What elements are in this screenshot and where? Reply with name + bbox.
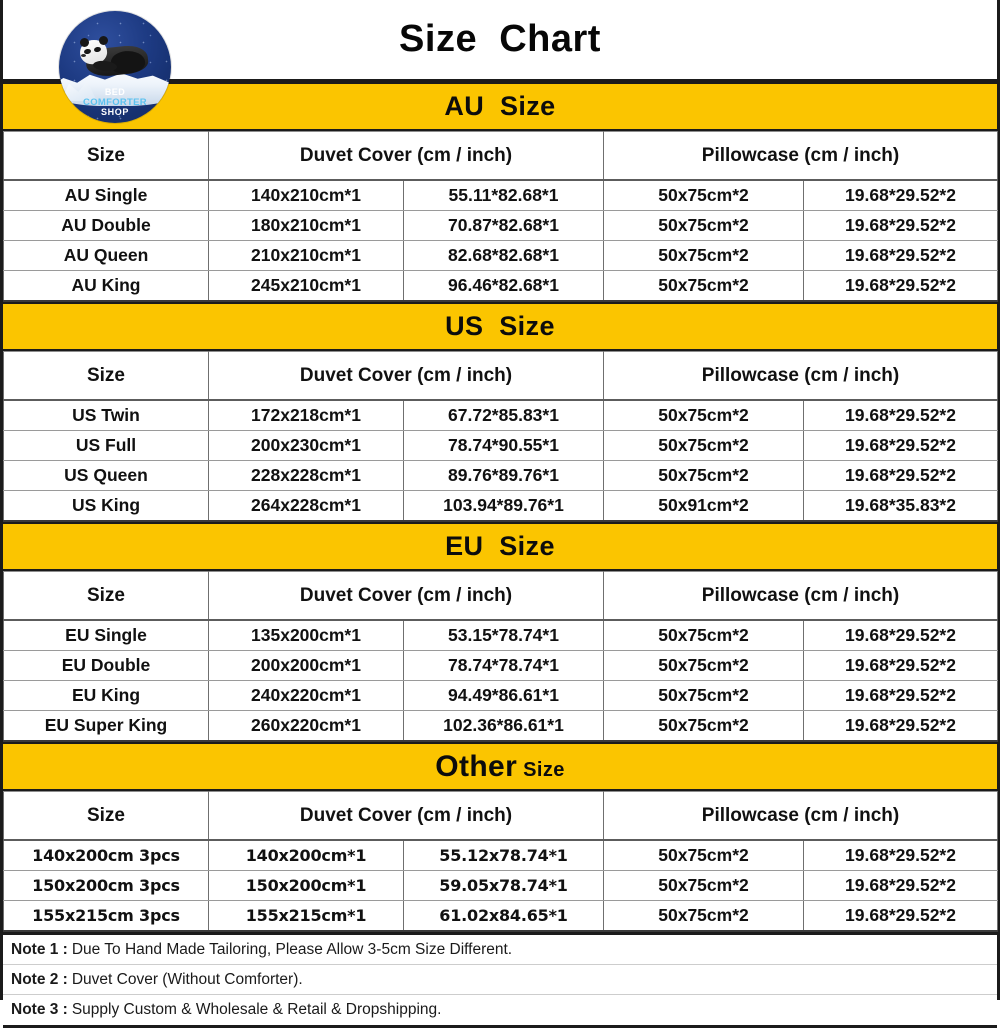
cell-duvet-cm: 172x218cm*1 xyxy=(209,400,404,431)
cell-size: 155x215cm 3pcs xyxy=(4,901,209,932)
table-row xyxy=(4,400,998,431)
cell-pillow-cm: 50x75cm*2 xyxy=(604,180,804,211)
table-row xyxy=(4,711,998,742)
table-row xyxy=(4,840,998,871)
section-us xyxy=(3,302,997,522)
note-label: Note 1 : xyxy=(11,940,68,958)
cell-duvet-cm: 264x228cm*1 xyxy=(209,491,404,522)
cell-pillow-cm: 50x75cm*2 xyxy=(604,871,804,901)
cell-size: AU Double xyxy=(4,211,209,241)
cell-duvet-inch: 70.87*82.68*1 xyxy=(404,211,604,241)
cell-pillow-cm: 50x75cm*2 xyxy=(604,901,804,932)
section-title-other xyxy=(435,750,565,784)
cell-size: 150x200cm 3pcs xyxy=(4,871,209,901)
cell-pillow-inch: 19.68*29.52*2 xyxy=(804,681,998,711)
table-row xyxy=(4,901,998,932)
column-header-size: Size xyxy=(4,352,209,401)
cell-pillow-inch: 19.68*29.52*2 xyxy=(804,840,998,871)
section-band-us xyxy=(3,302,997,351)
notes-block xyxy=(3,932,997,1028)
cell-size: AU Single xyxy=(4,180,209,211)
cell-duvet-inch: 55.11*82.68*1 xyxy=(404,180,604,211)
cell-pillow-inch: 19.68*29.52*2 xyxy=(804,711,998,742)
cell-pillow-cm: 50x75cm*2 xyxy=(604,620,804,651)
cell-size: 140x200cm 3pcs xyxy=(4,840,209,871)
column-header-size: Size xyxy=(4,792,209,841)
table-row xyxy=(4,491,998,522)
column-header-duvet: Duvet Cover (cm / inch) xyxy=(209,352,604,401)
note-row xyxy=(3,935,997,965)
cell-duvet-cm: 140x210cm*1 xyxy=(209,180,404,211)
column-header-pillowcase: Pillowcase (cm / inch) xyxy=(604,132,998,181)
cell-duvet-cm: 150x200cm*1 xyxy=(209,871,404,901)
cell-duvet-cm: 210x210cm*1 xyxy=(209,241,404,271)
table-row xyxy=(4,681,998,711)
cell-pillow-inch: 19.68*29.52*2 xyxy=(804,271,998,302)
table-row xyxy=(4,651,998,681)
cell-duvet-inch: 61.02x84.65*1 xyxy=(404,901,604,932)
cell-size: EU Single xyxy=(4,620,209,651)
column-header-pillowcase: Pillowcase (cm / inch) xyxy=(604,572,998,621)
column-header-size: Size xyxy=(4,132,209,181)
cell-pillow-inch: 19.68*29.52*2 xyxy=(804,620,998,651)
note-text: Due To Hand Made Tailoring, Please Allow 3-5cm Size Different. xyxy=(71,940,513,958)
cell-duvet-cm: 155x215cm*1 xyxy=(209,901,404,932)
cell-duvet-cm: 260x220cm*1 xyxy=(209,711,404,742)
cell-duvet-cm: 200x200cm*1 xyxy=(209,651,404,681)
cell-pillow-cm: 50x75cm*2 xyxy=(604,431,804,461)
cell-pillow-inch: 19.68*29.52*2 xyxy=(804,651,998,681)
cell-pillow-cm: 50x91cm*2 xyxy=(604,491,804,522)
cell-duvet-inch: 89.76*89.76*1 xyxy=(404,461,604,491)
cell-pillow-cm: 50x75cm*2 xyxy=(604,241,804,271)
section-eu xyxy=(3,522,997,742)
panda-ear-right xyxy=(99,36,108,45)
column-header-duvet: Duvet Cover (cm / inch) xyxy=(209,792,604,841)
cell-pillow-inch: 19.68*29.52*2 xyxy=(804,901,998,932)
table-row xyxy=(4,871,998,901)
panda-nose xyxy=(81,54,86,57)
logo-line-bed: BED xyxy=(104,87,126,98)
cell-duvet-cm: 240x220cm*1 xyxy=(209,681,404,711)
cell-duvet-inch: 103.94*89.76*1 xyxy=(404,491,604,522)
cell-duvet-cm: 228x228cm*1 xyxy=(209,461,404,491)
cell-duvet-inch: 53.15*78.74*1 xyxy=(404,620,604,651)
table-header-row xyxy=(4,132,998,181)
cell-pillow-cm: 50x75cm*2 xyxy=(604,711,804,742)
section-title-other-small: Size xyxy=(517,758,565,781)
section-band-eu xyxy=(3,522,997,571)
page-title: Size Chart xyxy=(399,18,601,60)
cell-pillow-cm: 50x75cm*2 xyxy=(604,400,804,431)
note-text: Duvet Cover (Without Comforter). xyxy=(71,970,303,988)
cell-duvet-inch: 96.46*82.68*1 xyxy=(404,271,604,302)
size-table-us xyxy=(3,351,998,522)
cell-duvet-inch: 59.05x78.74*1 xyxy=(404,871,604,901)
note-label: Note 3 : xyxy=(11,1001,68,1018)
size-table-other xyxy=(3,791,998,932)
column-header-pillowcase: Pillowcase (cm / inch) xyxy=(604,352,998,401)
cell-duvet-inch: 102.36*86.61*1 xyxy=(404,711,604,742)
cell-duvet-cm: 135x200cm*1 xyxy=(209,620,404,651)
section-title-other-big: Other xyxy=(435,749,518,783)
section-title-au: AU Size xyxy=(444,91,556,121)
cell-pillow-cm: 50x75cm*2 xyxy=(604,461,804,491)
table-row xyxy=(4,461,998,491)
cell-size: EU King xyxy=(4,681,209,711)
panda-ear-left xyxy=(80,38,89,47)
cell-duvet-inch: 78.74*78.74*1 xyxy=(404,651,604,681)
cell-duvet-inch: 82.68*82.68*1 xyxy=(404,241,604,271)
section-other xyxy=(3,742,997,932)
column-header-pillowcase: Pillowcase (cm / inch) xyxy=(604,792,998,841)
size-table-au xyxy=(3,131,998,302)
size-table-eu xyxy=(3,571,998,742)
cell-duvet-inch: 94.49*86.61*1 xyxy=(404,681,604,711)
note-row xyxy=(3,965,997,995)
note-text: Supply Custom & Wholesale & Retail & Dropshipping. xyxy=(71,1001,442,1018)
cell-pillow-cm: 50x75cm*2 xyxy=(604,651,804,681)
cell-size: US Twin xyxy=(4,400,209,431)
cell-duvet-cm: 245x210cm*1 xyxy=(209,271,404,302)
cell-pillow-inch: 19.68*29.52*2 xyxy=(804,461,998,491)
table-header-row xyxy=(4,572,998,621)
note-label: Note 2 : xyxy=(11,970,68,988)
cell-pillow-inch: 19.68*29.52*2 xyxy=(804,871,998,901)
table-header-row xyxy=(4,352,998,401)
cell-pillow-inch: 19.68*29.52*2 xyxy=(804,400,998,431)
cell-size: US King xyxy=(4,491,209,522)
cell-pillow-cm: 50x75cm*2 xyxy=(604,211,804,241)
table-row xyxy=(4,620,998,651)
cell-pillow-cm: 50x75cm*2 xyxy=(604,271,804,302)
cell-pillow-inch: 19.68*29.52*2 xyxy=(804,241,998,271)
brand-logo xyxy=(59,11,171,123)
cell-size: US Queen xyxy=(4,461,209,491)
table-row xyxy=(4,211,998,241)
cell-duvet-cm: 140x200cm*1 xyxy=(209,840,404,871)
section-title-eu: EU Size xyxy=(445,531,555,561)
logo-line-comforter: COMFORTER xyxy=(83,96,147,108)
cell-pillow-inch: 19.68*29.52*2 xyxy=(804,211,998,241)
table-row xyxy=(4,271,998,302)
column-header-duvet: Duvet Cover (cm / inch) xyxy=(209,132,604,181)
cell-size: EU Double xyxy=(4,651,209,681)
cell-size: EU Super King xyxy=(4,711,209,742)
cell-size: US Full xyxy=(4,431,209,461)
cell-pillow-inch: 19.68*35.83*2 xyxy=(804,491,998,522)
cell-duvet-inch: 67.72*85.83*1 xyxy=(404,400,604,431)
cell-pillow-cm: 50x75cm*2 xyxy=(604,840,804,871)
table-row xyxy=(4,180,998,211)
brand-logo-text xyxy=(59,88,171,117)
table-header-row xyxy=(4,792,998,841)
cell-duvet-inch: 78.74*90.55*1 xyxy=(404,431,604,461)
cell-pillow-inch: 19.68*29.52*2 xyxy=(804,180,998,211)
table-row xyxy=(4,431,998,461)
cell-duvet-cm: 180x210cm*1 xyxy=(209,211,404,241)
column-header-size: Size xyxy=(4,572,209,621)
cell-duvet-inch: 55.12x78.74*1 xyxy=(404,840,604,871)
column-header-duvet: Duvet Cover (cm / inch) xyxy=(209,572,604,621)
section-title-us: US Size xyxy=(445,311,555,341)
cell-pillow-inch: 19.68*29.52*2 xyxy=(804,431,998,461)
table-row xyxy=(4,241,998,271)
cell-duvet-cm: 200x230cm*1 xyxy=(209,431,404,461)
cell-size: AU King xyxy=(4,271,209,302)
cell-size: AU Queen xyxy=(4,241,209,271)
section-band-other xyxy=(3,742,997,791)
logo-line-shop: SHOP xyxy=(101,106,129,117)
cell-pillow-cm: 50x75cm*2 xyxy=(604,681,804,711)
